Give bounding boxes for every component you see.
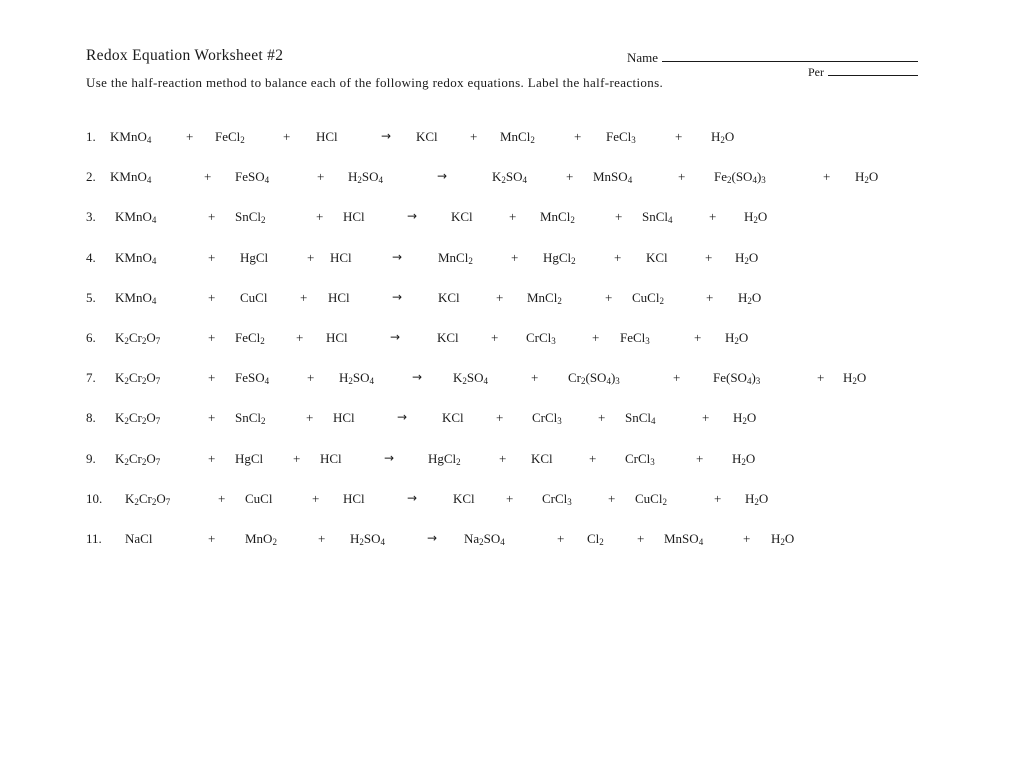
chemical-formula: SnCl$_2$ <box>235 410 266 427</box>
chemical-formula: $K_2Cr_2O_7$ <box>115 330 161 346</box>
chemical-formula: FeSO$_4$ <box>235 169 270 186</box>
chemical-formula: FeCl$_3$ <box>606 129 636 145</box>
chemical-formula: MnSO$_4$ <box>593 169 633 186</box>
chemical-formula: MnSO$_4$ <box>664 531 704 547</box>
equation-number: 3. <box>86 209 96 225</box>
chemical-formula: FeCl$_2$ <box>215 129 245 145</box>
chemical-formula: KMnO$_4$ <box>110 169 152 186</box>
plus-sign: + <box>566 169 574 185</box>
chemical-formula: $H_2SO_4$ <box>348 169 384 186</box>
plus-sign: + <box>208 450 216 466</box>
equation-row <box>0 330 1024 348</box>
chemical-formula: KCl <box>453 490 475 506</box>
plus-sign: + <box>496 410 504 426</box>
equation-row <box>0 451 1024 469</box>
chemical-formula: KMnO$_4$ <box>115 209 157 226</box>
plus-sign: + <box>204 169 212 185</box>
chemical-formula: $Cr_2(SO_4)_3$ <box>568 370 620 387</box>
per-label: Per <box>808 65 824 79</box>
chemical-formula: CuCl <box>240 289 268 305</box>
chemical-formula: $H_2SO_4$ <box>339 370 375 387</box>
reaction-arrow: → <box>381 129 392 143</box>
equation-number: 5. <box>86 289 96 305</box>
chemical-formula: $Fe(SO_4)_3$ <box>713 370 761 387</box>
equation-number: 6. <box>86 330 96 345</box>
chemical-formula: SnCl$_2$ <box>235 209 266 226</box>
chemical-formula: $H_2O$ <box>771 531 795 547</box>
chemical-formula: CuCl$_2$ <box>635 490 667 507</box>
plus-sign: + <box>678 169 686 185</box>
chemical-formula: $H_2O$ <box>744 209 768 226</box>
chemical-formula: FeCl$_3$ <box>620 330 650 346</box>
chemical-formula: KCl <box>646 249 668 265</box>
chemical-formula: $K_2Cr_2O_7$ <box>115 450 161 467</box>
chemical-formula: MnCl$_2$ <box>527 289 562 306</box>
chemical-formula: CuCl$_2$ <box>632 289 664 306</box>
chemical-formula: HgCl <box>235 450 264 466</box>
name-blank <box>662 50 918 62</box>
chemical-formula: $H_2O$ <box>745 490 769 507</box>
chemical-formula: KMnO$_4$ <box>115 249 157 266</box>
plus-sign: + <box>743 531 751 546</box>
chemical-formula: HCl <box>343 490 365 506</box>
chemical-formula: $K_2SO_4$ <box>492 169 528 186</box>
plus-sign: + <box>208 289 216 305</box>
plus-sign: + <box>574 129 582 144</box>
plus-sign: + <box>208 370 216 386</box>
plus-sign: + <box>615 209 623 225</box>
reaction-arrow: → <box>407 490 418 505</box>
equation-row <box>0 491 1024 509</box>
plus-sign: + <box>714 490 722 506</box>
plus-sign: + <box>509 209 517 225</box>
chemical-formula: SnCl$_4$ <box>625 410 656 427</box>
chemical-formula: KCl <box>437 330 459 345</box>
reaction-arrow: → <box>390 330 401 344</box>
plus-sign: + <box>592 330 600 345</box>
chemical-formula: HCl <box>330 249 352 265</box>
chemical-formula: CrCl$_3$ <box>526 330 556 346</box>
equation-row <box>0 370 1024 388</box>
plus-sign: + <box>709 209 717 225</box>
plus-sign: + <box>300 289 308 305</box>
chemical-formula: SnCl$_4$ <box>642 209 673 226</box>
instructions: Use the half-reaction method to balance each of the following redox equations. Label the half-reactions. <box>86 75 664 90</box>
plus-sign: + <box>705 249 713 265</box>
plus-sign: + <box>218 490 226 506</box>
reaction-arrow: → <box>384 450 395 465</box>
chemical-formula: $H_2O$ <box>843 370 867 387</box>
chemical-formula: HCl <box>326 330 348 345</box>
chemical-formula: KMnO$_4$ <box>110 129 152 145</box>
chemical-formula: HCl <box>316 129 338 144</box>
chemical-formula: $Cl_2$ <box>587 531 604 547</box>
chemical-formula: CrCl$_3$ <box>542 490 572 507</box>
chemical-formula: $H_2O$ <box>738 289 762 306</box>
plus-sign: + <box>208 330 216 345</box>
chemical-formula: KCl <box>531 450 553 466</box>
chemical-formula: $Fe_2(SO_4)_3$ <box>714 169 766 186</box>
chemical-formula: $K_2Cr_2O_7$ <box>115 370 161 387</box>
chemical-formula: $H_2O$ <box>733 410 757 427</box>
plus-sign: + <box>491 330 499 345</box>
chemical-formula: HCl <box>333 410 355 426</box>
chemical-formula: KCl <box>451 209 473 225</box>
plus-sign: + <box>598 410 606 426</box>
plus-sign: + <box>316 209 324 225</box>
chemical-formula: MnO$_2$ <box>245 531 277 547</box>
equation-row <box>0 209 1024 227</box>
plus-sign: + <box>823 169 831 185</box>
equation-number: 10. <box>86 490 103 506</box>
plus-sign: + <box>318 531 326 546</box>
equation-row <box>0 531 1024 549</box>
plus-sign: + <box>306 410 314 426</box>
chemical-formula: $H_2O$ <box>732 450 756 467</box>
chemical-formula: NaCl <box>125 531 153 546</box>
chemical-formula: $H_2O$ <box>725 330 749 346</box>
plus-sign: + <box>511 249 519 265</box>
chemical-formula: CuCl <box>245 490 273 506</box>
chemical-formula: KCl <box>438 289 460 305</box>
plus-sign: + <box>312 490 320 506</box>
equation-number: 4. <box>86 249 96 265</box>
plus-sign: + <box>186 129 194 144</box>
chemical-formula: MnCl$_2$ <box>438 249 473 266</box>
equation-number: 11. <box>86 531 102 546</box>
plus-sign: + <box>614 249 622 265</box>
plus-sign: + <box>496 289 504 305</box>
chemical-formula: $Na_2SO_4$ <box>464 531 505 547</box>
plus-sign: + <box>208 531 216 546</box>
equation-row <box>0 129 1024 147</box>
equation-number: 2. <box>86 169 96 185</box>
reaction-arrow: → <box>427 531 438 545</box>
chemical-formula: HCl <box>320 450 342 466</box>
plus-sign: + <box>608 490 616 506</box>
name-label: Name <box>627 50 659 65</box>
chemical-formula: CrCl$_3$ <box>532 410 562 427</box>
chemical-formula: $H_2O$ <box>735 249 759 266</box>
plus-sign: + <box>673 370 681 386</box>
reaction-arrow: → <box>437 169 448 184</box>
reaction-arrow: → <box>392 289 403 304</box>
plus-sign: + <box>694 330 702 345</box>
equation-row <box>0 410 1024 428</box>
plus-sign: + <box>470 129 478 144</box>
plus-sign: + <box>307 249 315 265</box>
chemical-formula: $K_2Cr_2O_7$ <box>115 410 161 427</box>
plus-sign: + <box>696 450 704 466</box>
chemical-formula: HCl <box>328 289 350 305</box>
chemical-formula: FeSO$_4$ <box>235 370 270 387</box>
plus-sign: + <box>817 370 825 386</box>
chemical-formula: $K_2SO_4$ <box>453 370 489 387</box>
plus-sign: + <box>637 531 645 546</box>
per-blank <box>828 64 918 76</box>
plus-sign: + <box>702 410 710 426</box>
plus-sign: + <box>293 450 301 466</box>
plus-sign: + <box>557 531 565 546</box>
reaction-arrow: → <box>392 249 403 264</box>
chemical-formula: KMnO$_4$ <box>115 289 157 306</box>
equation-row <box>0 169 1024 187</box>
plus-sign: + <box>531 370 539 386</box>
plus-sign: + <box>589 450 597 466</box>
chemical-formula: FeCl$_2$ <box>235 330 265 346</box>
chemical-formula: KCl <box>442 410 464 426</box>
equation-number: 1. <box>86 129 96 144</box>
chemical-formula: HCl <box>343 209 365 225</box>
plus-sign: + <box>283 129 291 144</box>
chemical-formula: HgCl <box>240 249 269 265</box>
chemical-formula: KCl <box>416 129 438 144</box>
equation-row <box>0 290 1024 308</box>
plus-sign: + <box>317 169 325 185</box>
chemical-formula: $H_2O$ <box>711 129 735 145</box>
plus-sign: + <box>499 450 507 466</box>
plus-sign: + <box>296 330 304 345</box>
plus-sign: + <box>208 209 216 225</box>
equation-number: 8. <box>86 410 96 426</box>
plus-sign: + <box>307 370 315 386</box>
plus-sign: + <box>506 490 514 506</box>
page-title: Redox Equation Worksheet #2 <box>86 47 284 64</box>
reaction-arrow: → <box>397 410 408 425</box>
plus-sign: + <box>675 129 683 144</box>
chemical-formula: MnCl$_2$ <box>500 129 535 145</box>
reaction-arrow: → <box>412 370 423 385</box>
equation-number: 9. <box>86 450 96 466</box>
chemical-formula: MnCl$_2$ <box>540 209 575 226</box>
chemical-formula: $H_2SO_4$ <box>350 531 386 547</box>
plus-sign: + <box>605 289 613 305</box>
equation-number: 7. <box>86 370 96 386</box>
chemical-formula: HgCl$_2$ <box>543 249 576 266</box>
plus-sign: + <box>208 249 216 265</box>
chemical-formula: $K_2Cr_2O_7$ <box>125 490 171 507</box>
chemical-formula: CrCl$_3$ <box>625 450 655 467</box>
reaction-arrow: → <box>407 209 418 224</box>
chemical-formula: HgCl$_2$ <box>428 450 461 467</box>
equation-row <box>0 250 1024 268</box>
plus-sign: + <box>208 410 216 426</box>
chemical-formula: $H_2O$ <box>855 169 879 186</box>
plus-sign: + <box>706 289 714 305</box>
